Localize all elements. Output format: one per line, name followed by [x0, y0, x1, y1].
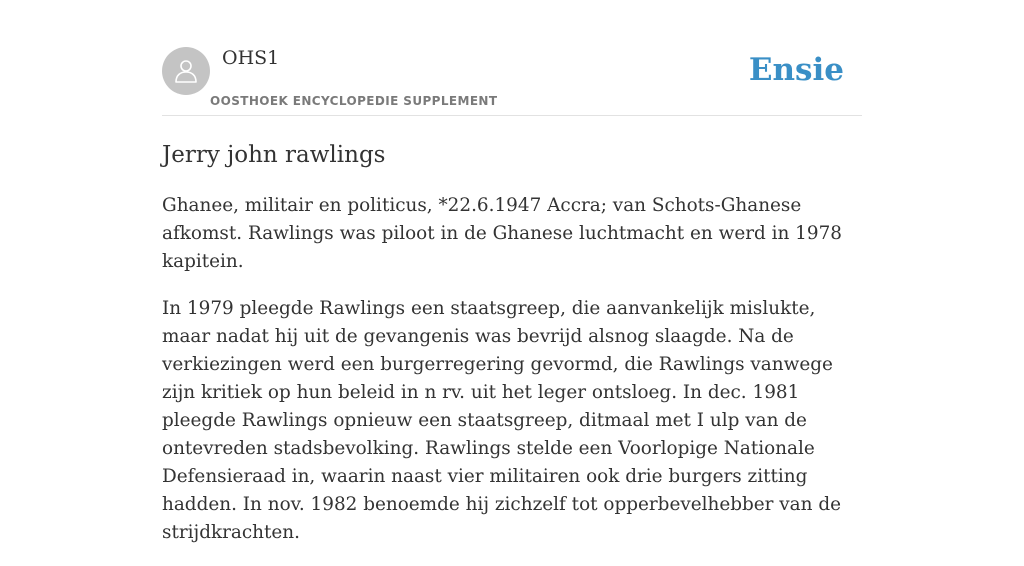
article-paragraph: In 1979 pleegde Rawlings een staatsgreep, die aanvankelijk mislukte, maar nadat hij uit de gevangenis was bevrijd alsnog slaagde. Na de verkiezingen werd een burgerregering gevormd, die Rawlings vanwege zijn kritiek op hun beleid in n rv. uit het leger ontsloeg. In dec. 1981 pleegde Rawlings opnieuw een staatsgreep, ditmaal met I ulp van de ontevreden stadsbevolking. Rawlings stelde een Voorlopige Nationale Defensieraad in, waarin naast vier militairen ook drie burgers zitting hadden. In nov. 1982 benoemde hij zichzelf tot opperbevelhebber van de strijdkrachten.: [162, 298, 841, 543]
avatar[interactable]: [162, 47, 210, 95]
source-subtitle: OOSTHOEK ENCYCLOPEDIE SUPPLEMENT: [210, 94, 498, 108]
article-paragraph: Ghanee, militair en politicus, *22.6.1947 Accra; van Schots-Ghanese afkomst. Rawlings was piloot in de Ghanese luchtmacht en werd in 1978 kapitein.: [162, 195, 842, 272]
brand-logo[interactable]: Ensie: [748, 52, 844, 88]
article-body: [162, 192, 862, 566]
source-header: [162, 45, 862, 116]
source-name[interactable]: OHS1: [222, 47, 280, 69]
user-icon: [172, 57, 200, 85]
article-title: Jerry john rawlings: [162, 142, 386, 168]
